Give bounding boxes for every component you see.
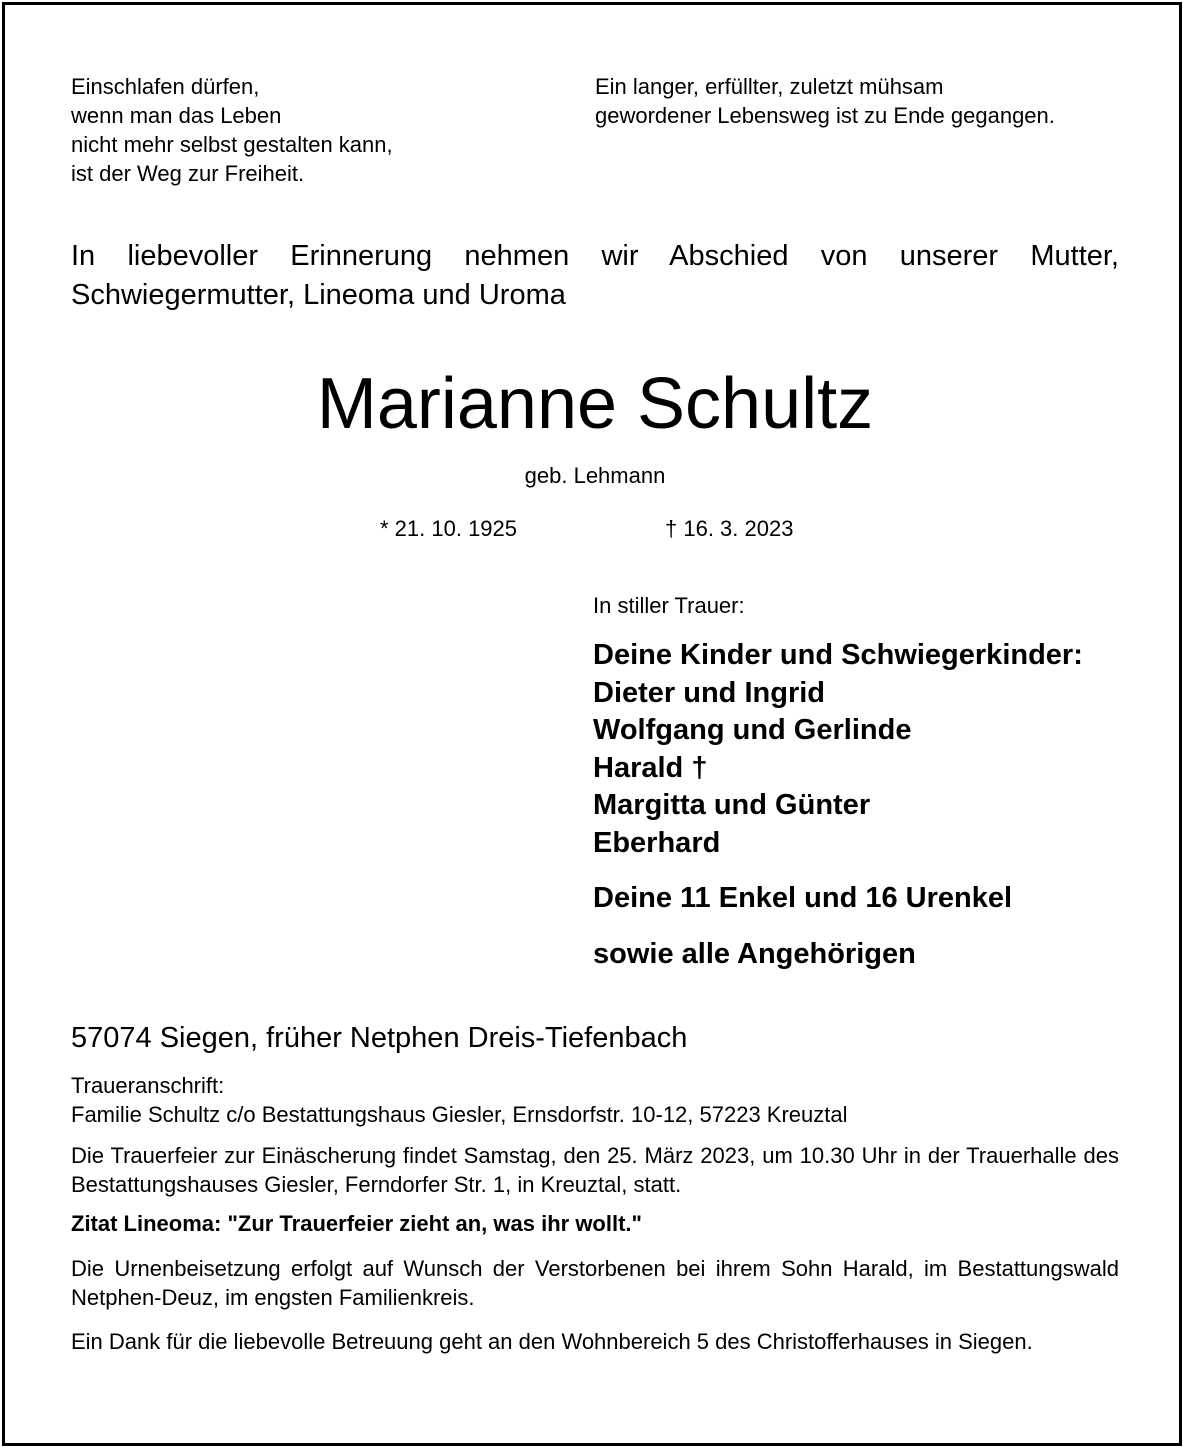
death-date: † 16. 3. 2023 — [665, 516, 794, 541]
verse-right — [595, 72, 1055, 130]
verse-left-line: nicht mehr selbst gestalten kann, — [71, 132, 393, 157]
address-label: Traueranschrift: — [71, 1073, 225, 1098]
verse-left-line: wenn man das Leben — [71, 103, 282, 128]
thanks-text: Ein Dank für die liebevolle Betreuung geht an den Wohnbereich 5 des Christofferhauses in Siegen. — [71, 1329, 1033, 1354]
intro-text: In liebevoller Erinnerung nehmen wir Abschied von unserer Mutter, Schwiegermutter, Lineoma und Uroma — [71, 240, 1119, 311]
location-line: 57074 Siegen, früher Netphen Dreis-Tiefenbach — [71, 1022, 688, 1054]
burial-text: Die Urnenbeisetzung erfolgt auf Wunsch der Verstorbenen bei ihrem Sohn Harald, im Bestattungswald Netphen-Deuz, im engsten Familienkreis. — [71, 1256, 1119, 1310]
mourning-address — [71, 1071, 848, 1129]
family-member: Dieter und Ingrid — [593, 676, 825, 709]
relatives-line: sowie alle Angehörigen — [593, 938, 916, 970]
quote-text: Zitat Lineoma: "Zur Trauerfeier zieht an, was ihr wollt." — [71, 1211, 642, 1236]
family-member: Harald † — [593, 751, 708, 784]
mourning-label: In stiller Trauer: — [593, 593, 745, 618]
born-name: geb. Lehmann — [524, 463, 666, 488]
family-list — [593, 637, 1083, 862]
verse-right-line: Ein langer, erfüllter, zuletzt mühsam — [595, 74, 944, 99]
family-heading: Deine Kinder und Schwiegerkinder: — [593, 639, 1083, 671]
deceased-name: Marianne Schultz — [316, 364, 874, 444]
verse-left-line: Einschlafen dürfen, — [71, 74, 260, 99]
birth-date: * 21. 10. 1925 — [380, 516, 518, 541]
family-member: Eberhard — [593, 826, 721, 859]
verse-left — [71, 72, 393, 188]
grandchildren-line: Deine 11 Enkel und 16 Urenkel — [593, 882, 1013, 914]
address-value: Familie Schultz c/o Bestattungshaus Giesler, Ernsdorfstr. 10-12, 57223 Kreuztal — [71, 1102, 848, 1127]
verse-right-line: gewordener Lebensweg ist zu Ende gegangen. — [595, 103, 1055, 128]
family-member: Margitta und Günter — [593, 789, 871, 821]
ceremony-text: Die Trauerfeier zur Einäscherung findet Samstag, den 25. März 2023, um 10.30 Uhr in der Trauerhalle des Bestattungshauses Giesler, Ferndorfer Str. 1, in Kreuztal, statt. — [71, 1143, 1119, 1197]
verse-left-line: ist der Weg zur Freiheit. — [71, 161, 305, 186]
family-member: Wolfgang und Gerlinde — [593, 714, 912, 746]
